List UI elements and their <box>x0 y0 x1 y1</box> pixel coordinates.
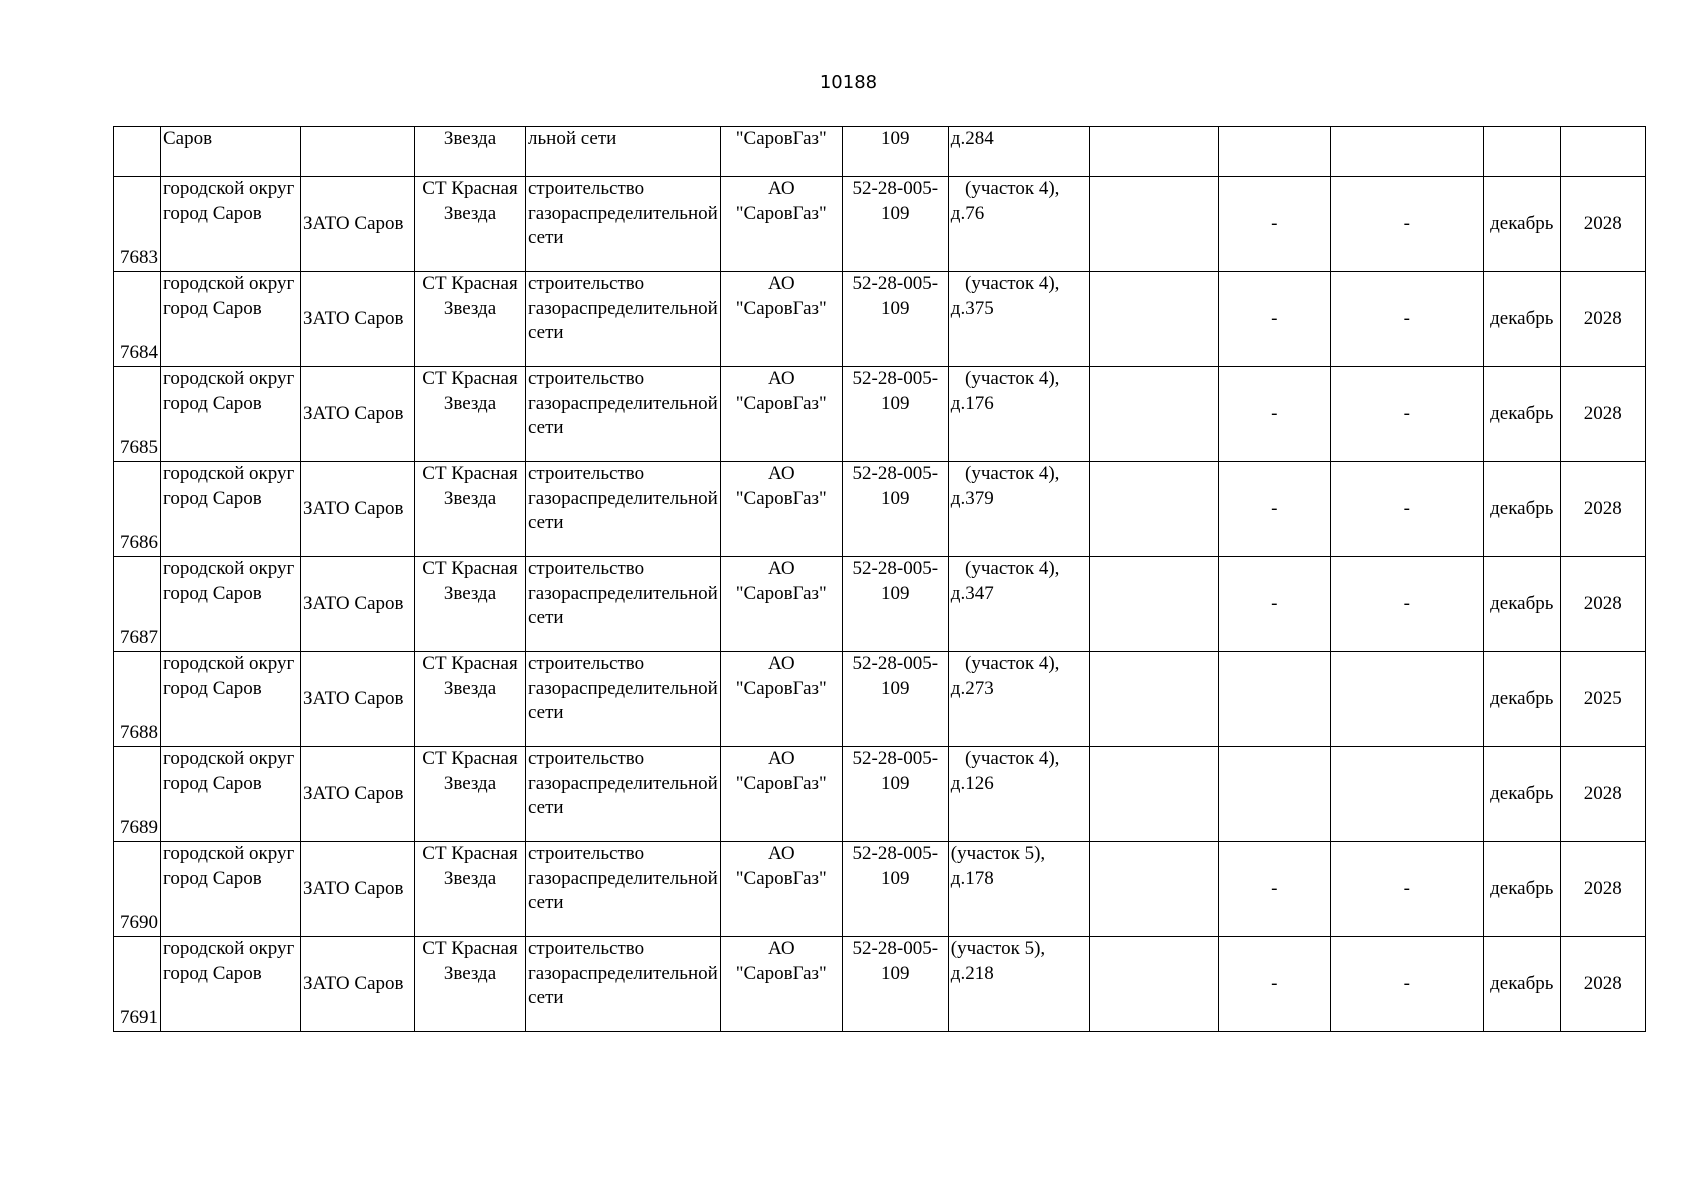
table-row <box>114 937 1646 1032</box>
month-cell: декабрь <box>1483 937 1560 1032</box>
month-cell: декабрь <box>1483 842 1560 937</box>
area-cell: городской округ город Саров <box>161 462 301 557</box>
cadastre-cell: 109 <box>842 127 948 177</box>
address-cell: (участок 5), д.218 <box>948 937 1089 1032</box>
work-cell: строительство газораспределительной сети <box>526 272 721 367</box>
location-cell: СТ Красная Звезда <box>415 177 526 272</box>
row-number-cell: 7684 <box>114 272 161 367</box>
area-cell: городской округ город Саров <box>161 747 301 842</box>
location-cell: СТ Красная Звезда <box>415 747 526 842</box>
empty-cell <box>1089 127 1218 177</box>
cadastre-cell: 52-28-005-109 <box>842 842 948 937</box>
cadastre-cell: 52-28-005-109 <box>842 462 948 557</box>
month-cell: декабрь <box>1483 557 1560 652</box>
year-cell: 2028 <box>1560 177 1645 272</box>
empty-cell <box>1089 367 1218 462</box>
municipality-cell <box>301 127 415 177</box>
work-cell: строительство газораспределительной сети <box>526 367 721 462</box>
dash-cell: - <box>1330 557 1483 652</box>
row-number-cell: 7688 <box>114 652 161 747</box>
area-cell: Саров <box>161 127 301 177</box>
owner-cell: АО "СаровГаз" <box>720 177 842 272</box>
row-number-cell: 7689 <box>114 747 161 842</box>
dash-cell: - <box>1330 937 1483 1032</box>
year-cell: 2028 <box>1560 462 1645 557</box>
empty-cell <box>1089 937 1218 1032</box>
row-number-cell <box>114 127 161 177</box>
empty-cell <box>1560 127 1645 177</box>
municipality-cell: ЗАТО Саров <box>301 462 415 557</box>
empty-cell <box>1089 557 1218 652</box>
municipality-cell: ЗАТО Саров <box>301 177 415 272</box>
work-cell: строительство газораспределительной сети <box>526 747 721 842</box>
row-number-cell: 7685 <box>114 367 161 462</box>
location-cell: СТ Красная Звезда <box>415 842 526 937</box>
year-cell: 2028 <box>1560 367 1645 462</box>
table-row <box>114 367 1646 462</box>
empty-cell <box>1089 462 1218 557</box>
address-cell: (участок 4), д.176 <box>948 367 1089 462</box>
location-cell: СТ Красная Звезда <box>415 652 526 747</box>
dash-cell: - <box>1330 367 1483 462</box>
dash-cell <box>1330 747 1483 842</box>
empty-cell <box>1483 127 1560 177</box>
area-cell: городской округ город Саров <box>161 557 301 652</box>
month-cell: декабрь <box>1483 652 1560 747</box>
dash-cell: - <box>1218 177 1330 272</box>
municipality-cell: ЗАТО Саров <box>301 367 415 462</box>
work-cell: строительство газораспределительной сети <box>526 462 721 557</box>
dash-cell: - <box>1330 462 1483 557</box>
municipality-cell: ЗАТО Саров <box>301 272 415 367</box>
owner-cell: АО "СаровГаз" <box>720 747 842 842</box>
dash-cell: - <box>1330 272 1483 367</box>
owner-cell: АО "СаровГаз" <box>720 557 842 652</box>
row-number-cell: 7686 <box>114 462 161 557</box>
cadastre-cell: 52-28-005-109 <box>842 557 948 652</box>
year-cell: 2028 <box>1560 557 1645 652</box>
dash-cell: - <box>1218 842 1330 937</box>
area-cell: городской округ город Саров <box>161 652 301 747</box>
row-number-cell: 7691 <box>114 937 161 1032</box>
work-cell: строительство газораспределительной сети <box>526 652 721 747</box>
work-cell: льной сети <box>526 127 721 177</box>
address-cell: (участок 4), д.375 <box>948 272 1089 367</box>
address-cell: (участок 5), д.178 <box>948 842 1089 937</box>
table-row <box>114 557 1646 652</box>
cadastre-cell: 52-28-005-109 <box>842 367 948 462</box>
owner-cell: АО "СаровГаз" <box>720 272 842 367</box>
row-number-cell: 7687 <box>114 557 161 652</box>
table-row <box>114 842 1646 937</box>
dash-cell <box>1218 747 1330 842</box>
year-cell: 2028 <box>1560 272 1645 367</box>
address-cell: д.284 <box>948 127 1089 177</box>
owner-cell: "СаровГаз" <box>720 127 842 177</box>
page-number: 10188 <box>819 72 878 93</box>
area-cell: городской округ город Саров <box>161 272 301 367</box>
year-cell: 2028 <box>1560 747 1645 842</box>
address-cell: (участок 4), д.76 <box>948 177 1089 272</box>
cadastre-cell: 52-28-005-109 <box>842 937 948 1032</box>
dash-cell: - <box>1330 177 1483 272</box>
location-cell: СТ Красная Звезда <box>415 272 526 367</box>
municipality-cell: ЗАТО Саров <box>301 937 415 1032</box>
municipality-cell: ЗАТО Саров <box>301 842 415 937</box>
area-cell: городской округ город Саров <box>161 937 301 1032</box>
cadastre-cell: 52-28-005-109 <box>842 652 948 747</box>
row-number-cell: 7683 <box>114 177 161 272</box>
empty-cell <box>1089 177 1218 272</box>
address-cell: (участок 4), д.273 <box>948 652 1089 747</box>
empty-cell <box>1218 127 1330 177</box>
owner-cell: АО "СаровГаз" <box>720 652 842 747</box>
dash-cell: - <box>1330 842 1483 937</box>
dash-cell: - <box>1218 937 1330 1032</box>
municipality-cell: ЗАТО Саров <box>301 747 415 842</box>
owner-cell: АО "СаровГаз" <box>720 842 842 937</box>
cadastre-cell: 52-28-005-109 <box>842 177 948 272</box>
municipality-cell: ЗАТО Саров <box>301 652 415 747</box>
owner-cell: АО "СаровГаз" <box>720 367 842 462</box>
month-cell: декабрь <box>1483 367 1560 462</box>
dash-cell: - <box>1218 272 1330 367</box>
year-cell: 2025 <box>1560 652 1645 747</box>
table-row <box>114 462 1646 557</box>
table-row <box>114 747 1646 842</box>
location-cell: СТ Красная Звезда <box>415 557 526 652</box>
dash-cell: - <box>1218 557 1330 652</box>
owner-cell: АО "СаровГаз" <box>720 462 842 557</box>
table-row-continuation <box>114 127 1646 177</box>
table-row <box>114 272 1646 367</box>
work-cell: строительство газораспределительной сети <box>526 557 721 652</box>
month-cell: декабрь <box>1483 272 1560 367</box>
cadastre-cell: 52-28-005-109 <box>842 747 948 842</box>
month-cell: декабрь <box>1483 462 1560 557</box>
address-cell: (участок 4), д.126 <box>948 747 1089 842</box>
register-table-body <box>114 127 1646 1032</box>
month-cell: декабрь <box>1483 747 1560 842</box>
location-cell: СТ Красная Звезда <box>415 462 526 557</box>
address-cell: (участок 4), д.379 <box>948 462 1089 557</box>
table-row <box>114 652 1646 747</box>
location-cell: Звезда <box>415 127 526 177</box>
work-cell: строительство газораспределительной сети <box>526 177 721 272</box>
location-cell: СТ Красная Звезда <box>415 937 526 1032</box>
year-cell: 2028 <box>1560 842 1645 937</box>
dash-cell <box>1330 652 1483 747</box>
address-cell: (участок 4), д.347 <box>948 557 1089 652</box>
month-cell: декабрь <box>1483 177 1560 272</box>
dash-cell: - <box>1218 462 1330 557</box>
location-cell: СТ Красная Звезда <box>415 367 526 462</box>
empty-cell <box>1089 747 1218 842</box>
dash-cell: - <box>1218 367 1330 462</box>
empty-cell <box>1330 127 1483 177</box>
year-cell: 2028 <box>1560 937 1645 1032</box>
row-number-cell: 7690 <box>114 842 161 937</box>
area-cell: городской округ город Саров <box>161 842 301 937</box>
cadastre-cell: 52-28-005-109 <box>842 272 948 367</box>
table-row <box>114 177 1646 272</box>
dash-cell <box>1218 652 1330 747</box>
owner-cell: АО "СаровГаз" <box>720 937 842 1032</box>
empty-cell <box>1089 272 1218 367</box>
work-cell: строительство газораспределительной сети <box>526 937 721 1032</box>
area-cell: городской округ город Саров <box>161 177 301 272</box>
empty-cell <box>1089 842 1218 937</box>
municipality-cell: ЗАТО Саров <box>301 557 415 652</box>
empty-cell <box>1089 652 1218 747</box>
area-cell: городской округ город Саров <box>161 367 301 462</box>
work-cell: строительство газораспределительной сети <box>526 842 721 937</box>
register-table <box>113 126 1646 1032</box>
